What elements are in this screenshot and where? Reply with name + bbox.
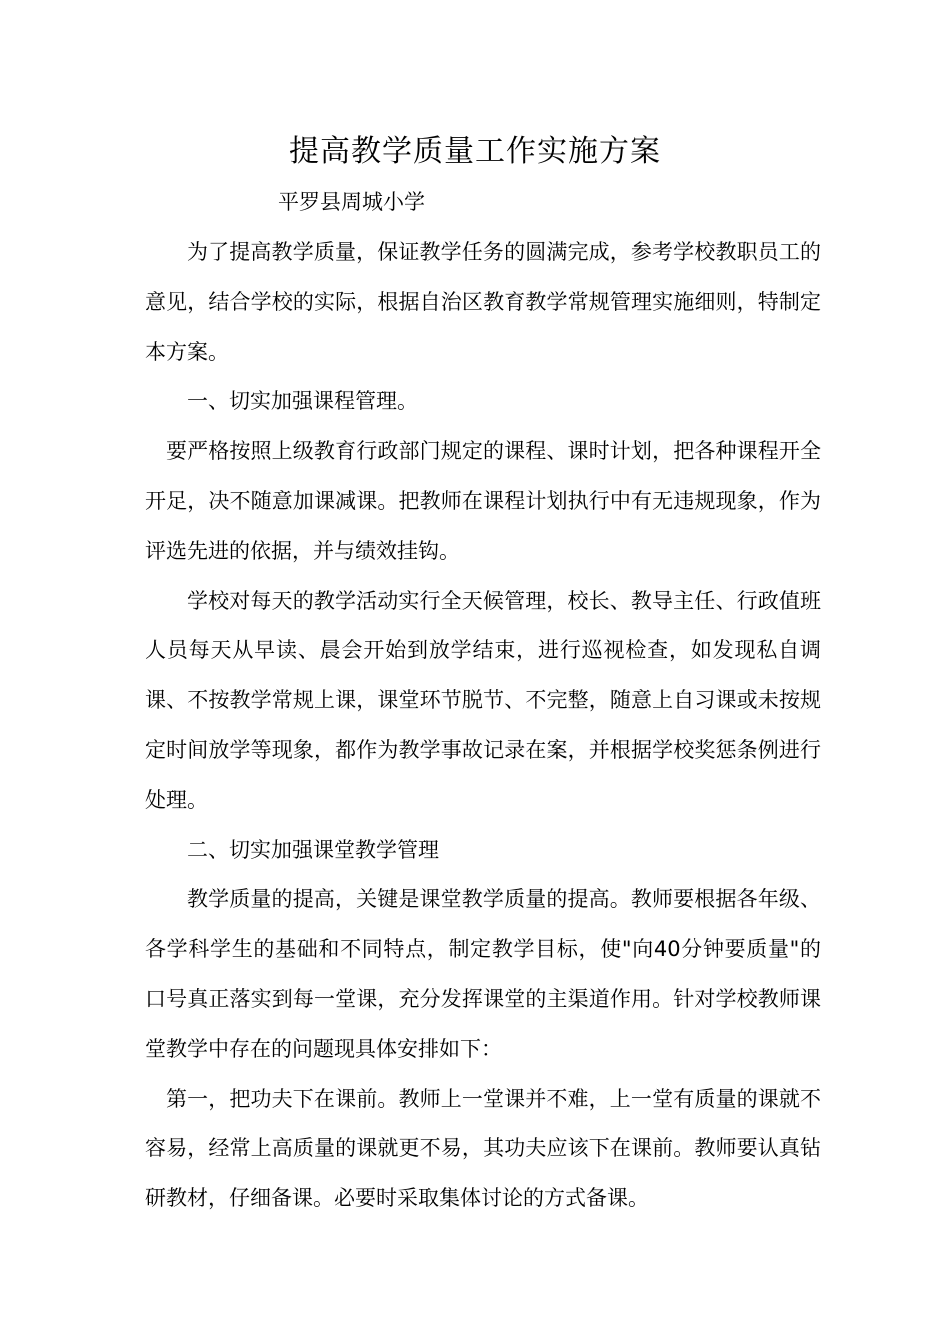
section-heading-1: 一、切实加强课程管理。: [187, 389, 418, 414]
paragraph-classroom-quality: 教学质量的提高，关键是课堂教学质量的提高。教师要根据各年级、各学科学生的基础和不同特点，制定教学目标，使"向40分钟要质量"的口号真正落实到每一堂课，充分发挥课堂的主渠道作用。针对学校教师课堂教学中存在的问题现具体安排如下：: [145, 887, 821, 1061]
document-body: [145, 228, 821, 1224]
section-heading-2: 二、切实加强课堂教学管理: [187, 837, 439, 862]
paragraph-course-plan: 要严格按照上级教育行政部门规定的课程、课时计划，把各种课程开全开足，决不随意加课减课。把教师在课程计划执行中有无违规现象，作为评选先进的依据，并与绩效挂钩。: [145, 439, 821, 563]
paragraph-first-point: 第一，把功夫下在课前。教师上一堂课并不难，上一堂有质量的课就不容易，经常上高质量的课就更不易，其功夫应该下在课前。教师要认真钻研教材，仔细备课。必要时采取集体讨论的方式备课。: [145, 1086, 821, 1211]
paragraph-intro: 为了提高教学质量，保证教学任务的圆满完成，参考学校教职员工的意见，结合学校的实际，根据自治区教育教学常规管理实施细则，特制定本方案。: [145, 240, 821, 364]
document-title: 提高教学质量工作实施方案: [289, 134, 661, 169]
paragraph-daily-management: 学校对每天的教学活动实行全天候管理，校长、教导主任、行政值班人员每天从早读、晨会开始到放学结束，进行巡视检查，如发现私自调课、不按教学常规上课，课堂环节脱节、不完整，随意上自习课或未按规定时间放学等现象，都作为教学事故记录在案，并根据学校奖惩条例进行处理。: [145, 588, 821, 812]
document-author: 平罗县周城小学: [278, 190, 425, 214]
